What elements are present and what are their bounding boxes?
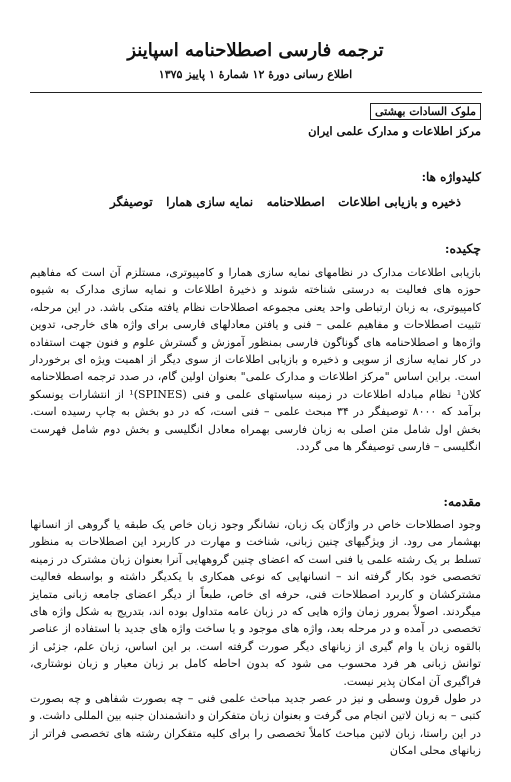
keyword: توصیفگر xyxy=(110,195,153,209)
keywords-list xyxy=(110,195,461,209)
abstract-body xyxy=(30,264,481,455)
introduction-paragraph: در طول قرون وسطی و نیز در عصر جدید مباحث علمی فنی – چه بصورت شفاهی و چه بصورت کتبی – به زبان لاتین انجام می گرفت و بعنوان زبان متفکران و دانشمندان جنبه بین المللی داشت. و در این راستا، زبان لاتین مباحث کاملاً تخصصی را برای کلیه متفکران رشته های تخصصی فراتر از زبانهای محلی امکان xyxy=(30,692,481,758)
keyword: ذخیره و بازیابی اطلاعات xyxy=(338,195,461,209)
keywords-heading: کلیدواژه ها: xyxy=(421,170,481,184)
abstract-text: بازیابی اطلاعات مدارک در نظامهای نمایه سازی همارا و کامپیوتری، مستلزم آن است که مفاهیم حوزه های فعالیت به درستی شناخته شوند و ذخیرهٔ اطلاعات و نمایه سازی مدارک به شیوه کامپیوتری، به زبان ارتباطی واحد یعنی مجموعه اصطلاحات نظام یافته متکی باشد. در این مرحله، تثبیت اصطلاحات و مفاهیم علمی – فنی و یافتن معادلهای فارسی برای واژه های خارجی، تدوین واژه‌ها و اصطلاحنامه های گوناگون فارسی بمنظور آموزش و گسترش علوم و فنون جهت استفاده در کار نمایه سازی از سویی و ذخیره و بازیابی اطلاعات از سوی دیگر از اهمیت ویژه ای برخوردار است. براین اساس "مرکز اطلاعات و مدارک علمی" بعنوان اولین گام، در صدد ترجمه اصطلاحنامه کلان¹ نظام مبادله اطلاعات در زمینه سیاستهای علمی و فنی (SPINES)¹ از انتشارات یونسکو برآمد که ۸۰۰۰ توصیفگر در ۳۴ مبحث علمی – فنی است، که در دو بخش به چاپ رسیده است. بخش اول شامل متن اصلی به زبان فارسی بهمراه معادل انگلیسی و بخش دوم شامل فهرست انگلیسی – فارسی توصیفگر ها می گردد. xyxy=(30,266,482,454)
introduction-heading: مقدمه: xyxy=(443,494,481,509)
journal-info: اطلاع رسانی دورهٔ ۱۲ شمارهٔ ۱ پاییز ۱۳۷۵ xyxy=(158,68,353,81)
author-affiliation: مرکز اطلاعات و مدارک علمی ایران xyxy=(308,124,481,138)
keyword: نمایه سازی همارا xyxy=(166,195,254,209)
author-name: ملوک السادات بهشتی xyxy=(370,103,481,120)
paper-title: ترجمه فارسی اصطلاحنامه اسپاینز xyxy=(127,40,384,61)
abstract-heading: چکیده: xyxy=(444,241,481,256)
keyword: اصطلاحنامه xyxy=(266,195,325,209)
introduction-body xyxy=(30,516,481,760)
introduction-paragraph: وجود اصطلاحات خاص در واژگان یک زبان، نشانگر وجود زبان خاص یک طبقه یا گروهی از انسانها بهشمار می رود. از ویژگیهای چنین زبانی، شناخت و مهارت در کاربرد این اصطلاحات به منظور تسلط بر یک رشته علمی یا فنی است که اعضای چنین گروههایی آنرا بعنوان زبان مشترک در زمینه تخصصی خود بکار گرفته اند – انسانهایی که نوعی همکاری با یکدیگر داشته و بواسطه فعالیت مشترکشان و کاربرد اصطلاحات فنی، حرفه ای خاص، طبعاً از دیگر اعضای جامعه زبانی متمایز میگردند. اصولاً بمرور زمان واژه هایی که در زبان عامه متداول بوده اند، بتدریج به شکل واژه های تخصصی در آمده و در مرحله بعد، واژه های موجود و یا ساخت واژه های جدید با استفاده از عناصر بالقوه زبان یا وام گیری از زبانهای دیگر صورت گرفته است. بر این اساس، زبان علم، جزئی از توانش زبانی هر فرد محسوب می شود که بدون احاطه کامل بر زبان معیار و زبان نوشتاری، فراگیری آن امکان پذیر نیست. xyxy=(30,518,481,688)
header-divider xyxy=(30,92,482,93)
